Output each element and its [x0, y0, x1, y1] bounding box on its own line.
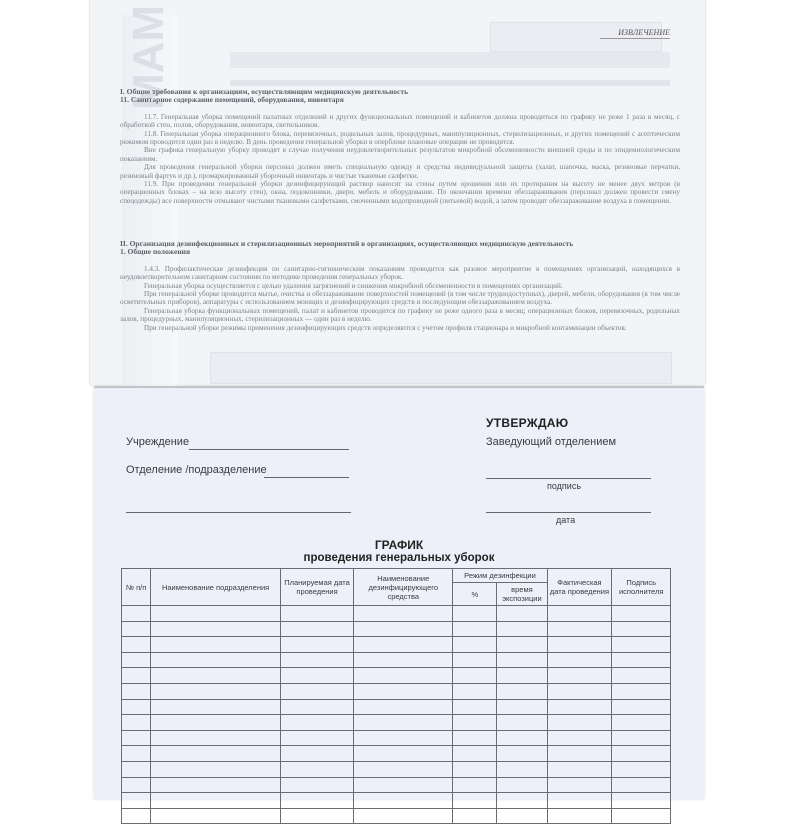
table-row — [122, 761, 671, 777]
table-cell[interactable] — [151, 808, 281, 824]
table-cell[interactable] — [151, 699, 281, 715]
table-cell[interactable] — [612, 793, 671, 809]
date-line[interactable] — [486, 512, 651, 513]
table-cell[interactable] — [612, 761, 671, 777]
table-cell[interactable] — [612, 668, 671, 684]
paragraph: Генеральная уборка осуществляется с целью удаления загрязнений и снижения микробной обсемененности в помещениях организаций. — [144, 281, 563, 290]
table-cell[interactable] — [354, 621, 453, 637]
table-cell[interactable] — [497, 683, 547, 699]
section-2-subtitle: 1. Общие положения — [120, 247, 191, 257]
table-cell[interactable] — [547, 746, 612, 762]
table-cell[interactable] — [151, 715, 281, 731]
table-row — [122, 777, 671, 793]
table-cell[interactable] — [612, 715, 671, 731]
table-cell[interactable] — [612, 683, 671, 699]
table-cell[interactable] — [612, 606, 671, 622]
table-cell[interactable] — [453, 621, 497, 637]
table-cell[interactable] — [497, 606, 547, 622]
table-cell[interactable] — [612, 746, 671, 762]
schedule-table — [121, 568, 671, 824]
table-cell[interactable] — [122, 777, 151, 793]
table-cell[interactable] — [547, 637, 612, 653]
table-cell[interactable] — [547, 699, 612, 715]
department-line[interactable] — [264, 477, 349, 478]
table-row — [122, 699, 671, 715]
table-cell[interactable] — [497, 637, 547, 653]
paragraph: 11.9. При проведении генеральной уборки дезинфицирующий раствор наносят на стены путем орошения или их протирания на высоту не менее двух метров (в операционных блоках – на всю высоту стен), окна, подоконники, двери, мебель и оборудование. По окончании времени обеззараживания (персонал должен провести смену спецодежды) все поверхности отмывают чистыми тканевыми салфетками, смоченными водопроводной (питьевой) водой, а затем проводят обеззараживание воздуха в помещении. — [120, 180, 680, 205]
table-cell[interactable] — [280, 699, 353, 715]
table-row — [122, 683, 671, 699]
institution-label: Учреждение — [126, 436, 190, 448]
table-cell[interactable] — [151, 668, 281, 684]
table-cell[interactable] — [151, 730, 281, 746]
signature-line[interactable] — [486, 478, 651, 479]
table-cell[interactable] — [612, 808, 671, 824]
col-exposure: время экспозиции — [497, 583, 547, 606]
table-cell[interactable] — [280, 793, 353, 809]
table-cell[interactable] — [453, 746, 497, 762]
table-row — [122, 637, 671, 653]
table-cell[interactable] — [547, 777, 612, 793]
table-cell[interactable] — [151, 606, 281, 622]
signature-caption: подпись — [547, 481, 582, 491]
form-page — [94, 388, 704, 800]
table-cell[interactable] — [453, 715, 497, 731]
table-cell[interactable] — [122, 761, 151, 777]
paragraph: Для проведения генеральной уборки персонал должен иметь специальную одежду и средства индивидуальной защиты (халат, шапочка, маска, резиновые перчатки, резиновый фартук и др.), промаркированный уборочный инвентарь и чистые тканевые салфетки. — [120, 163, 680, 180]
table-cell[interactable] — [122, 683, 151, 699]
paragraph: 11.7. Генеральная уборка помещений палатных отделений и других функциональных помещений и кабинетов должна проводиться по графику не реже 1 раза в месяц, с обработкой стен, полов, оборудования, инвентаря, светильников. — [120, 112, 680, 130]
table-cell[interactable] — [122, 730, 151, 746]
table-cell[interactable] — [280, 761, 353, 777]
table-cell[interactable] — [280, 683, 353, 699]
table-cell[interactable] — [612, 652, 671, 668]
paragraph: Вне графика генеральную уборку проводят в случае получения неудовлетворительных результатов микробной обсемененности внешней среды и по эпидемиологическим показаниям. — [120, 146, 680, 163]
ghost-strip — [230, 80, 670, 86]
table-cell[interactable] — [453, 777, 497, 793]
extract-underline — [600, 38, 670, 39]
table-cell[interactable] — [547, 652, 612, 668]
table-row — [122, 746, 671, 762]
table-cell[interactable] — [122, 808, 151, 824]
table-cell[interactable] — [280, 621, 353, 637]
col-unit: Наименование подразделения — [151, 569, 281, 606]
table-cell[interactable] — [354, 793, 453, 809]
table-cell[interactable] — [280, 637, 353, 653]
table-cell[interactable] — [151, 777, 281, 793]
table-cell[interactable] — [280, 746, 353, 762]
table-cell[interactable] — [151, 652, 281, 668]
table-cell[interactable] — [547, 668, 612, 684]
table-row — [122, 652, 671, 668]
approve-label: УТВЕРЖДАЮ — [486, 416, 569, 430]
table-cell[interactable] — [547, 606, 612, 622]
table-cell[interactable] — [497, 699, 547, 715]
table-row — [122, 621, 671, 637]
col-signature: Подпись исполнителя — [612, 569, 671, 606]
table-cell[interactable] — [497, 668, 547, 684]
col-num: № п/п — [122, 569, 151, 606]
table-cell[interactable] — [453, 793, 497, 809]
table-cell[interactable] — [122, 652, 151, 668]
table-cell[interactable] — [122, 668, 151, 684]
table-cell[interactable] — [547, 683, 612, 699]
table-cell[interactable] — [497, 808, 547, 824]
table-cell[interactable] — [453, 637, 497, 653]
table-cell[interactable] — [354, 699, 453, 715]
table-cell[interactable] — [280, 730, 353, 746]
table-cell[interactable] — [354, 683, 453, 699]
table-cell[interactable] — [122, 637, 151, 653]
table-cell[interactable] — [453, 761, 497, 777]
table-cell[interactable] — [354, 777, 453, 793]
table-cell[interactable] — [122, 793, 151, 809]
ghost-box — [490, 22, 662, 52]
table-cell[interactable] — [122, 606, 151, 622]
watermark-logo: МАМ — [124, 4, 173, 110]
ghost-band — [230, 52, 670, 68]
col-disinfectant: Наименование дезинфицирующего средства — [354, 569, 453, 606]
table-cell[interactable] — [453, 730, 497, 746]
col-percent: % — [453, 583, 497, 606]
table-cell[interactable] — [453, 652, 497, 668]
table-cell[interactable] — [151, 621, 281, 637]
table-cell[interactable] — [122, 699, 151, 715]
table-cell[interactable] — [497, 621, 547, 637]
table-cell[interactable] — [280, 777, 353, 793]
section-1 — [120, 88, 680, 205]
table-cell[interactable] — [151, 683, 281, 699]
form-title: ГРАФИК — [374, 538, 424, 552]
col-planned-date: Планируемая дата проведения — [280, 569, 353, 606]
table-cell[interactable] — [497, 730, 547, 746]
table-cell[interactable] — [497, 793, 547, 809]
paragraph: 11.8. Генеральная уборка операционного блока, перевязочных, родильных залов, процедурных, манипуляционных, стерилизационных, и других помещений с асептическим режимом проводится один раз в неделю. В день проведения генеральной уборки в оперблоке плановые операции не проводятся. — [120, 129, 680, 147]
table-cell[interactable] — [122, 621, 151, 637]
paragraph: При генеральной уборке проводится мытье, очистка и обеззараживание поверхностей помещений (в том числе труднодоступных), дверей, мебели, оборудования (в том числе осветительных приборов), аппаратуры с использованием моющих и дезинфицирующих средств и последующим обеззараживанием воздуха. — [120, 290, 680, 307]
table-cell[interactable] — [497, 777, 547, 793]
table-cell[interactable] — [280, 808, 353, 824]
table-cell[interactable] — [497, 652, 547, 668]
table-cell[interactable] — [612, 637, 671, 653]
table-cell[interactable] — [151, 761, 281, 777]
section-1-subtitle: 11. Санитарное содержание помещений, оборудования, инвентаря — [120, 95, 344, 105]
table-row — [122, 793, 671, 809]
table-cell[interactable] — [354, 606, 453, 622]
extract-label: ИЗВЛЕЧЕНИЕ — [618, 28, 670, 37]
table-cell[interactable] — [280, 652, 353, 668]
table-cell[interactable] — [497, 761, 547, 777]
table-cell[interactable] — [453, 699, 497, 715]
ghost-box — [210, 352, 672, 384]
paragraph: Генеральная уборка функциональных помещений, палат и кабинетов проводится по графику не реже одного раза в месяц; операционных блоков, перевязочных, родильных залов, процедурных, манипуляционных, стерилизационных — один раз в неделю. — [120, 306, 680, 324]
paragraph: При генеральной уборке режимы применения дезинфицирующих средств определяются с учетом профиля стационара и микробной контаминации объектов. — [144, 323, 627, 332]
table-cell[interactable] — [280, 606, 353, 622]
table-row — [122, 730, 671, 746]
col-mode: Режим дезинфекции — [453, 569, 547, 583]
table-cell[interactable] — [497, 715, 547, 731]
table-cell[interactable] — [151, 793, 281, 809]
section-2 — [120, 240, 680, 332]
table-cell[interactable] — [122, 746, 151, 762]
table-cell[interactable] — [497, 746, 547, 762]
institution-line[interactable] — [189, 449, 349, 450]
table-cell[interactable] — [547, 808, 612, 824]
table-cell[interactable] — [547, 621, 612, 637]
date-caption: дата — [556, 515, 576, 525]
table-cell[interactable] — [612, 777, 671, 793]
table-row — [122, 668, 671, 684]
table-cell[interactable] — [612, 699, 671, 715]
table-cell[interactable] — [151, 746, 281, 762]
table-cell[interactable] — [354, 668, 453, 684]
table-cell[interactable] — [122, 715, 151, 731]
col-actual-date: Фактическая дата проведения — [547, 569, 612, 606]
table-cell[interactable] — [280, 668, 353, 684]
table-cell[interactable] — [453, 668, 497, 684]
table-row — [122, 715, 671, 731]
table-row — [122, 808, 671, 824]
department-label: Отделение /подразделение — [126, 464, 267, 476]
table-cell[interactable] — [453, 683, 497, 699]
table-cell[interactable] — [453, 606, 497, 622]
table-cell[interactable] — [612, 730, 671, 746]
table-cell[interactable] — [612, 621, 671, 637]
table-cell[interactable] — [354, 761, 453, 777]
table-cell[interactable] — [354, 746, 453, 762]
table-cell[interactable] — [151, 637, 281, 653]
table-row — [122, 606, 671, 622]
section-2-title: II. Организация дезинфекционных и стерилизационных мероприятий в организациях, осуществляющих медицинскую деятельность — [120, 239, 574, 248]
paragraph: 1.4.3. Профилактическая дезинфекция по санитарно-гигиеническим показаниям проводится как разовое мероприятие в помещениях организаций, находящихся в неудовлетворительном санитарном состоянии по методике проведения генеральных уборок. — [120, 264, 680, 282]
table-cell[interactable] — [354, 637, 453, 653]
table-cell[interactable] — [354, 652, 453, 668]
table-cell[interactable] — [354, 730, 453, 746]
form-subtitle: проведения генеральных уборок — [303, 552, 495, 564]
table-cell[interactable] — [280, 715, 353, 731]
department-line-2[interactable] — [126, 512, 351, 513]
table-cell[interactable] — [547, 730, 612, 746]
table-cell[interactable] — [547, 715, 612, 731]
table-cell[interactable] — [354, 808, 453, 824]
section-1-title: I. Общие требования к организациям, осуществляющим медицинскую деятельность — [120, 87, 409, 96]
head-label: Заведующий отделением — [486, 436, 617, 448]
table-cell[interactable] — [547, 793, 612, 809]
table-cell[interactable] — [547, 761, 612, 777]
table-cell[interactable] — [453, 808, 497, 824]
table-cell[interactable] — [354, 715, 453, 731]
